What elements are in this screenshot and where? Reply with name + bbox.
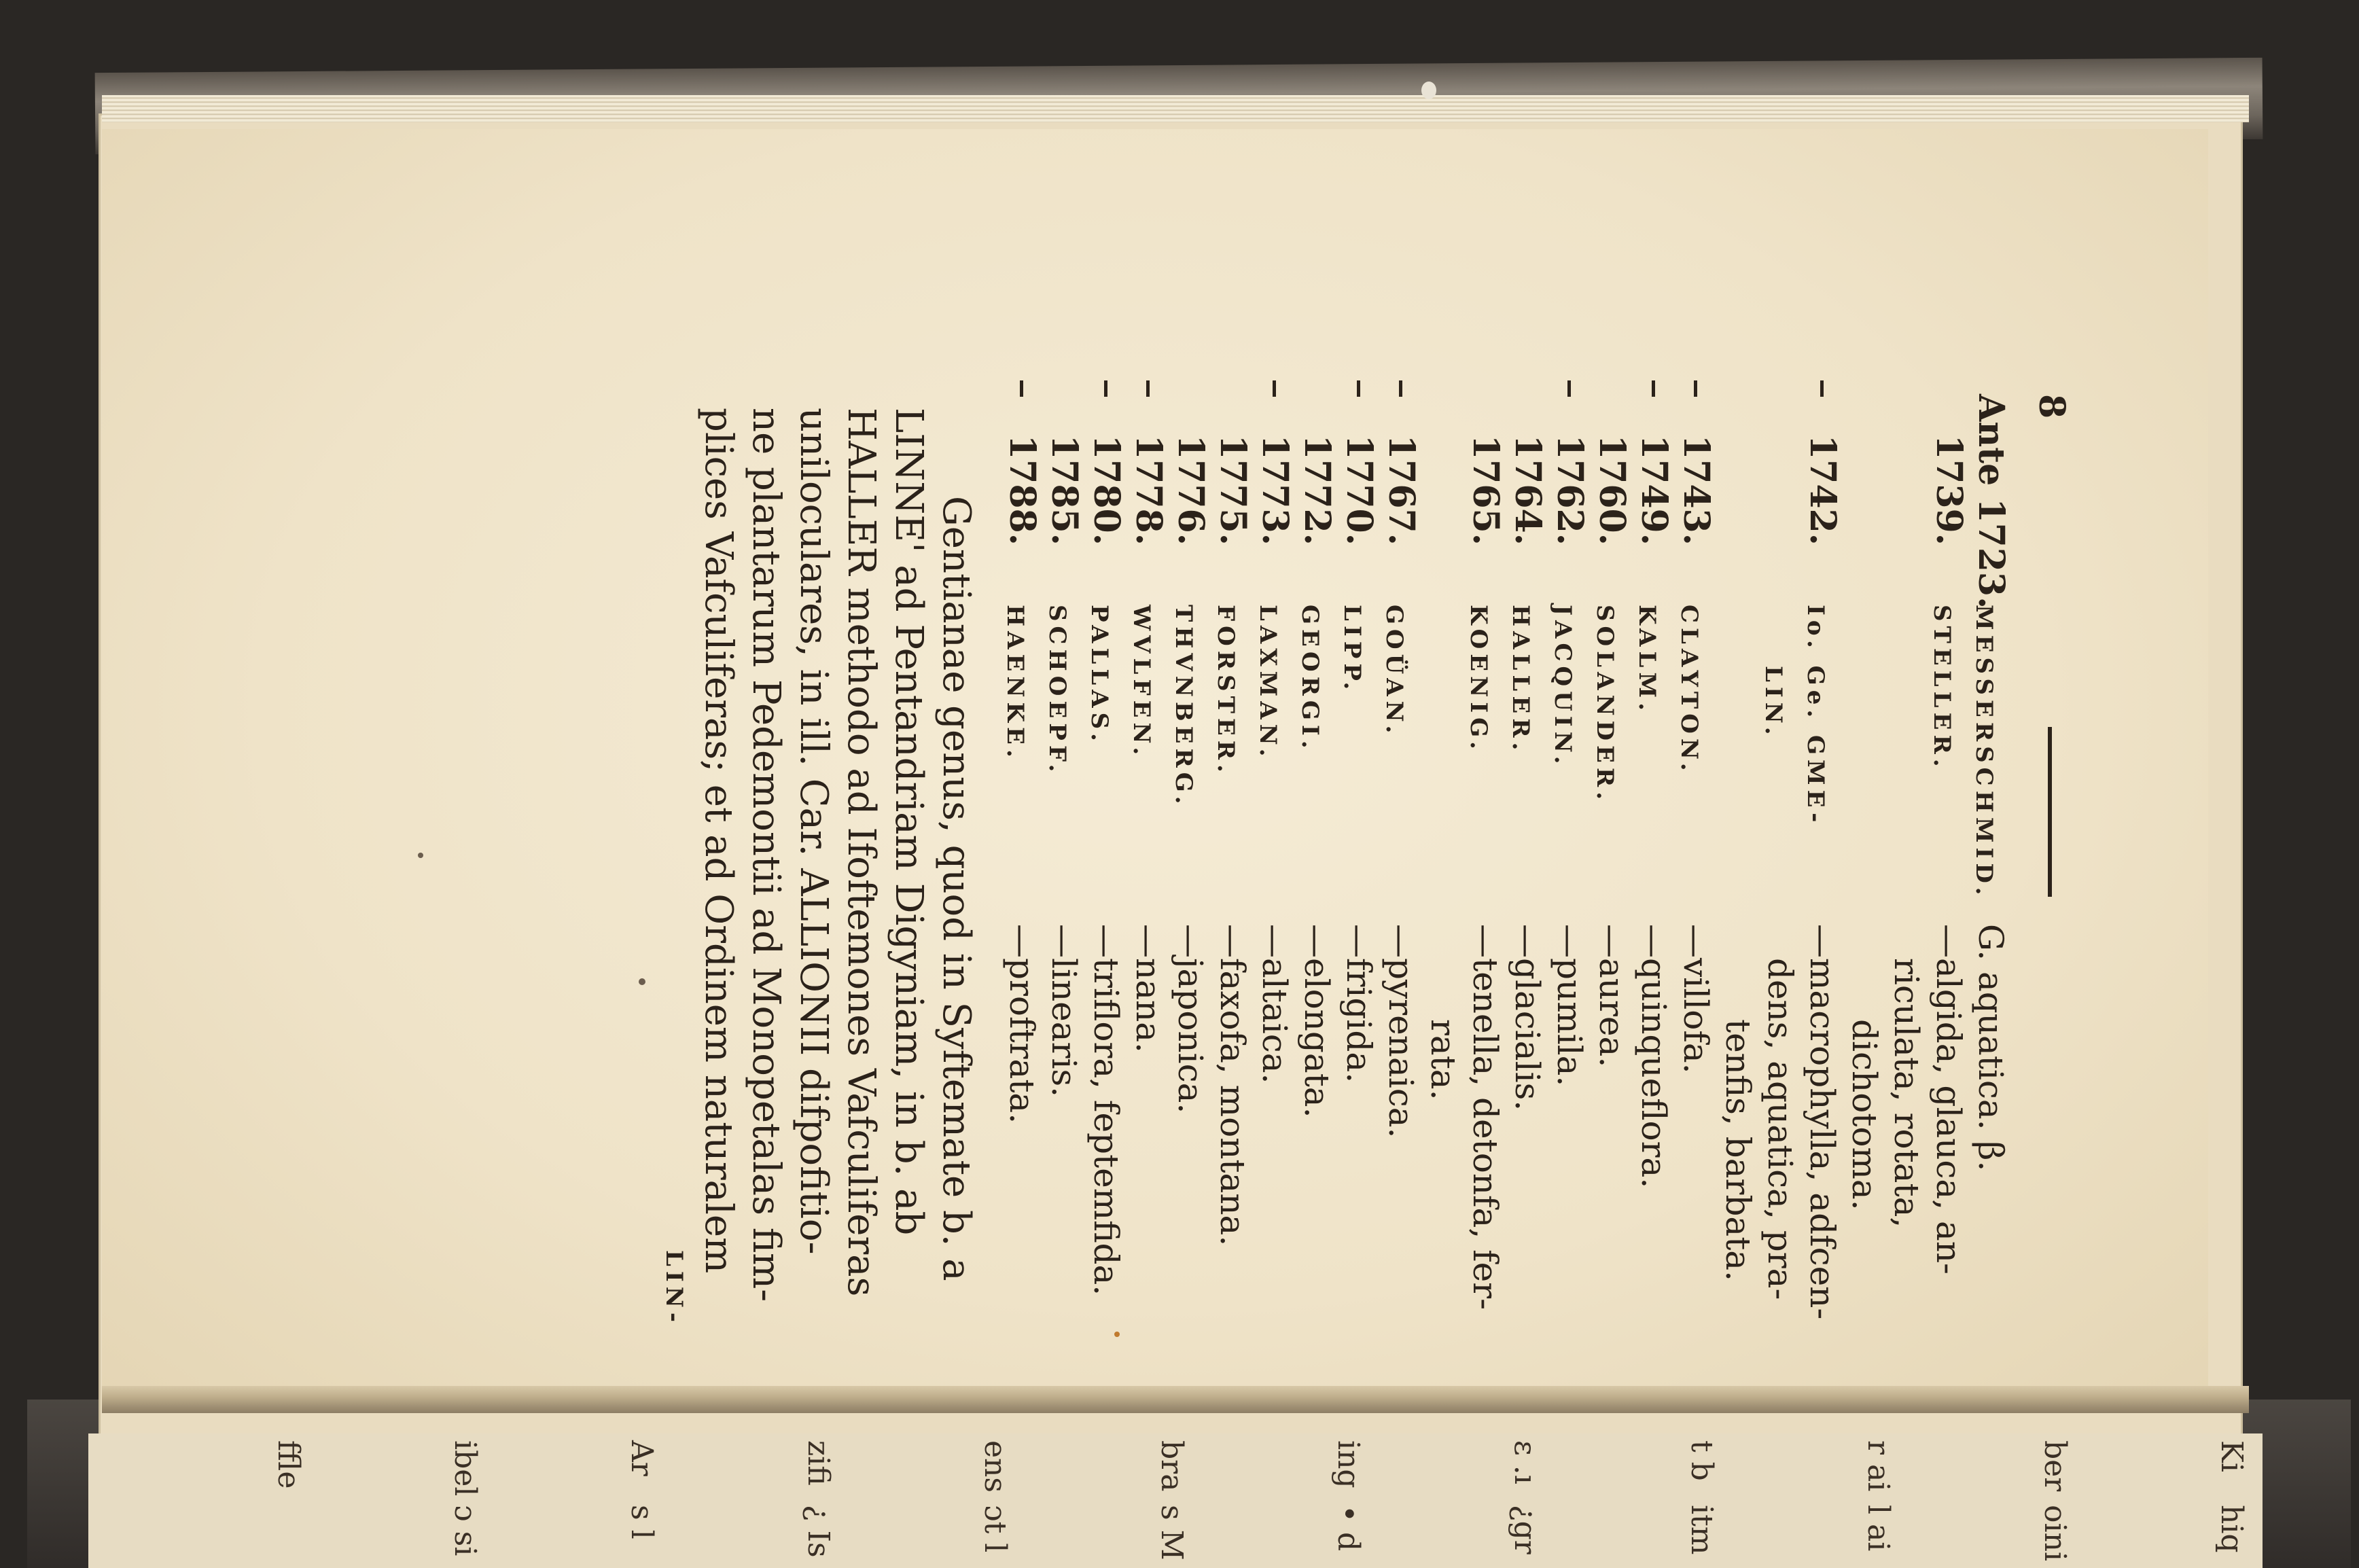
row-species: —macrophylla, adfcen- <box>1803 924 1842 1320</box>
row-species: —japonica. <box>1171 924 1210 1114</box>
row-botanist: Io. Ge. GME- <box>1802 605 1829 827</box>
row-year: 1770. <box>1338 435 1380 546</box>
row-botanist: WVLFEN. <box>1128 605 1155 760</box>
facing-page-fragment: bra <box>1154 1440 1189 1492</box>
row-dash <box>1399 380 1402 397</box>
row-year: 1780. <box>1086 435 1127 546</box>
row-species: —elongata. <box>1297 924 1336 1118</box>
body-paragraph <box>694 408 980 1359</box>
facing-page-fragment: s M <box>1154 1505 1189 1561</box>
row-dash <box>1020 380 1023 397</box>
row-year: 1773. <box>1254 435 1296 546</box>
row-species: —triflora, feptemfida. <box>1086 924 1126 1296</box>
row-dash <box>1146 380 1150 397</box>
facing-page-fragment: ɔt l <box>978 1505 1012 1553</box>
row-year: 1739. <box>1928 435 1970 546</box>
row-species: —glacialis. <box>1508 924 1547 1111</box>
facing-page-fragment: ffle <box>271 1440 306 1489</box>
row-botanist: LIN. <box>1760 666 1787 740</box>
row-year: 1775. <box>1212 435 1254 546</box>
paper-speck <box>418 853 423 858</box>
facing-page-fragment: Ar <box>624 1440 659 1476</box>
row-botanist: MESSERSCHMID. <box>1970 605 1998 900</box>
row-species: —quinqueflora. <box>1634 924 1673 1189</box>
row-botanist: GOÜAN. <box>1381 605 1408 738</box>
row-dash <box>1273 380 1276 397</box>
paper-speck <box>1421 82 1436 99</box>
facing-page-fragment: ber <box>2038 1440 2072 1492</box>
row-species: dichotoma. <box>1845 1019 1884 1211</box>
row-species: —faxofa, montana. <box>1213 924 1252 1247</box>
paragraph-line: ne plantarum Pedemontii ad Monopetalas fim- <box>744 408 788 1302</box>
page-header <box>2031 394 2072 1393</box>
facing-page-fragment: l ai <box>1861 1505 1896 1552</box>
row-dash <box>1357 380 1360 397</box>
row-year: 1772. <box>1296 435 1338 546</box>
catchword: LIN- <box>660 1250 688 1327</box>
row-year: 1778. <box>1128 435 1169 546</box>
row-species: —frigida. <box>1339 924 1379 1084</box>
row-botanist: KALM. <box>1633 605 1661 715</box>
row-species: —pumila. <box>1550 924 1589 1087</box>
row-botanist: HAENKE. <box>1001 605 1029 762</box>
row-species: —proftrata. <box>1002 924 1042 1124</box>
facing-page-fragment: ¿gr <box>1508 1505 1542 1554</box>
paragraph-line: HALLER methodo ad Ifoftemones Vafculiferas <box>839 408 883 1297</box>
facing-page-fragment: ens <box>978 1440 1012 1493</box>
facing-page-fragment: t b <box>1684 1440 1719 1481</box>
row-botanist: FORSTER. <box>1212 605 1239 777</box>
row-species: —nana. <box>1129 924 1168 1053</box>
row-species: —villofa. <box>1676 924 1716 1074</box>
row-dash <box>1694 380 1697 397</box>
row-species: —algida, glauca, an- <box>1929 924 1968 1275</box>
row-year: 1743. <box>1675 435 1717 546</box>
row-species: G. aquatica. β. <box>1971 924 2010 1172</box>
facing-page-fragment: oini <box>2038 1505 2072 1561</box>
row-species: rata. <box>1423 1019 1463 1101</box>
facing-page-fragment: ibel <box>448 1440 482 1497</box>
row-species: dens, aquatica, pra- <box>1760 958 1800 1300</box>
facing-page <box>88 1433 2263 1568</box>
paragraph-line: Gentianae genus, quod in Syftemate b. a <box>934 496 978 1281</box>
row-botanist: JACQUIN. <box>1549 605 1576 769</box>
row-dash <box>1104 380 1107 397</box>
row-botanist: STELLER. <box>1928 605 1955 772</box>
row-year: 1788. <box>1001 435 1043 546</box>
row-botanist: HALLER. <box>1507 605 1534 755</box>
row-year: 1742. <box>1802 435 1843 546</box>
row-year: 1760. <box>1591 435 1633 546</box>
facing-page-fragment: ɔ si <box>448 1505 482 1556</box>
row-dash <box>1567 380 1571 397</box>
row-year: Ante 1723. <box>1970 394 2012 609</box>
page-number: 8 <box>2031 394 2072 419</box>
paragraph-line: plices Vafculiferas; et ad Ordinem naturalem <box>696 408 741 1274</box>
paragraph-line: LINNE' ad Pentandriam Digyniam, in b. ab <box>887 408 931 1236</box>
row-year: 1776. <box>1170 435 1211 546</box>
printed-text <box>442 394 2072 1393</box>
row-botanist: PALLAS. <box>1086 605 1113 746</box>
row-year: 1767. <box>1381 435 1422 546</box>
facing-page-fragment: hiq <box>2214 1505 2249 1553</box>
row-botanist: CLAYTON. <box>1675 605 1703 776</box>
facing-page-fragment: s l <box>624 1505 659 1539</box>
facing-page-fragment: ε .ı <box>1508 1440 1542 1484</box>
row-dash <box>1820 380 1824 397</box>
facing-page-fragment: • d <box>1331 1505 1366 1552</box>
row-species: —pyrenaica. <box>1381 924 1421 1139</box>
row-botanist: SOLANDER. <box>1591 605 1618 805</box>
facing-page-fragment: ¿ Is <box>801 1505 836 1558</box>
facing-page-fragment: r ai <box>1861 1440 1896 1492</box>
paragraph-line: uniloculares, in ill. Car. ALLIONII difpofitio- <box>792 408 836 1255</box>
facing-page-fragment: Ki <box>2214 1440 2249 1472</box>
row-year: 1762. <box>1549 435 1591 546</box>
row-species: —linearis. <box>1044 924 1084 1098</box>
row-year: 1765. <box>1465 435 1506 546</box>
row-year: 1785. <box>1044 435 1085 546</box>
row-botanist: KOENIG. <box>1465 605 1492 754</box>
page-edges <box>102 95 2249 122</box>
row-species: tenfis, barbata. <box>1718 1019 1758 1282</box>
facing-page-fragment: zifi <box>801 1440 836 1486</box>
row-species: —aurea. <box>1592 924 1631 1068</box>
row-botanist: THVNBERG. <box>1170 605 1197 809</box>
row-dash <box>1652 380 1655 397</box>
row-year: 1764. <box>1507 435 1548 546</box>
row-species: —tenella, detonfa, fer- <box>1466 924 1505 1311</box>
facing-page-fragment: ing <box>1331 1440 1366 1489</box>
row-year: 1749. <box>1633 435 1675 546</box>
row-species: —altaica. <box>1255 924 1294 1084</box>
row-species: riculata, rotata, <box>1887 958 1926 1228</box>
row-botanist: LIPP. <box>1338 605 1366 695</box>
row-botanist: SCHOEPF. <box>1044 605 1071 777</box>
row-botanist: GEORGI. <box>1296 605 1324 753</box>
facing-page-fragment: itm <box>1684 1505 1719 1555</box>
header-rule <box>2048 727 2052 897</box>
row-botanist: LAXMAN. <box>1254 605 1281 762</box>
